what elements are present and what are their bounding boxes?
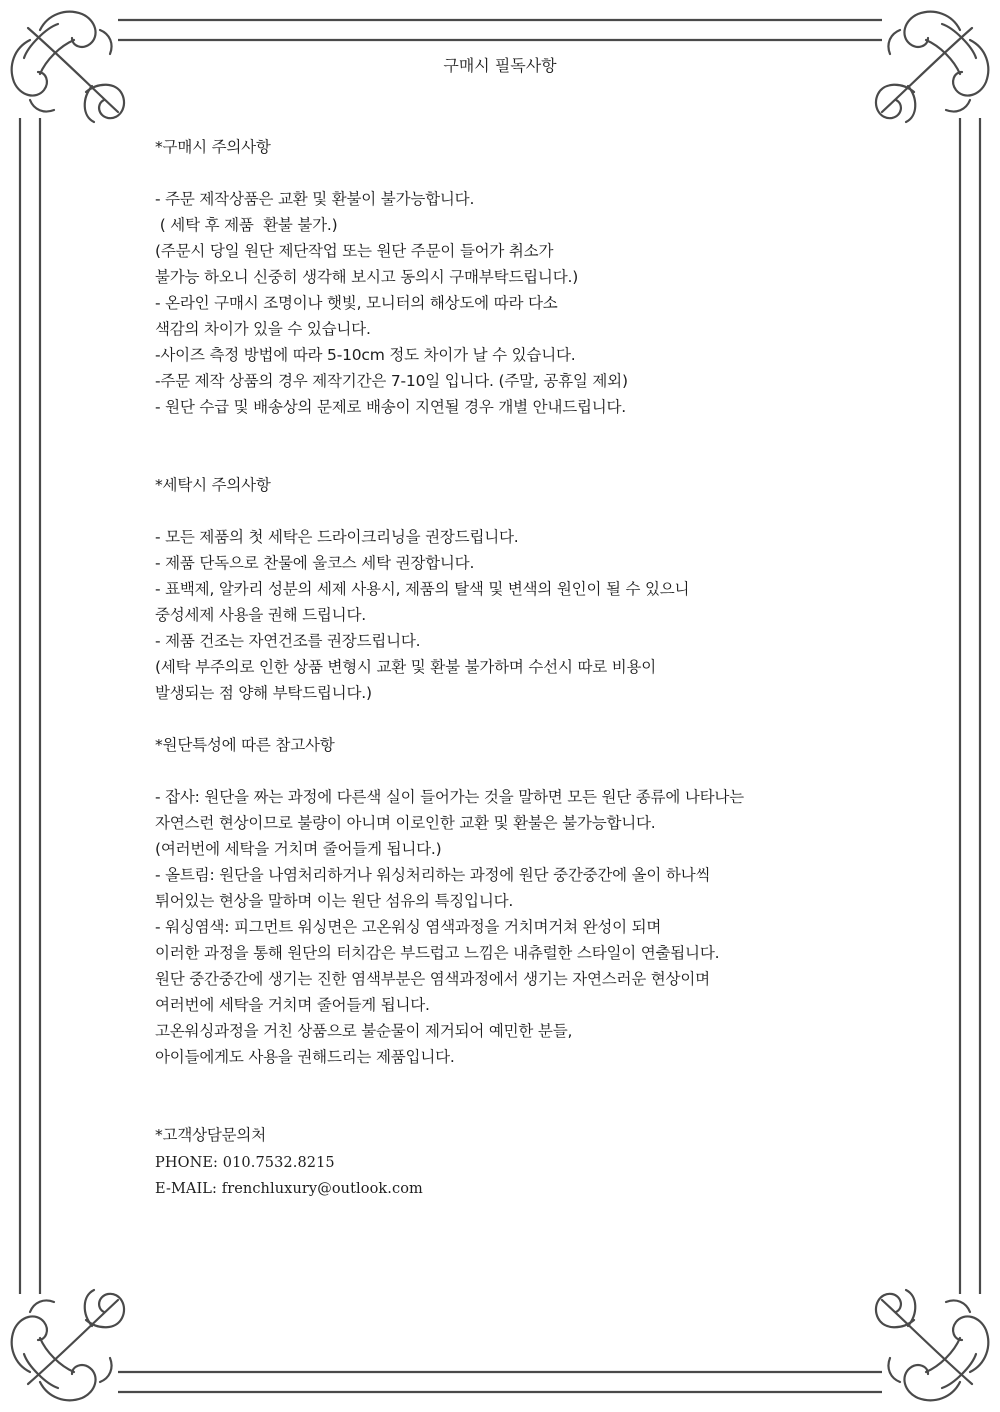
notice-line: 원단 중간중간에 생기는 진한 염색부분은 염색과정에서 생기는 자연스러운 현상이며	[155, 970, 710, 988]
notice-line: - 워싱염색: 피그먼트 워싱면은 고온워싱 염색과정을 거치며거쳐 완성이 되며	[155, 918, 662, 936]
section-washing-notes	[155, 472, 875, 706]
section-lines	[155, 186, 875, 420]
notice-line: ( 세탁 후 제품 환불 불가.)	[155, 216, 338, 234]
page-title: 구매시 필독사항	[443, 56, 557, 75]
contact-email: E-MAIL: frenchluxury@outlook.com	[155, 1181, 423, 1197]
notice-line: - 표백제, 알카리 성분의 세제 사용시, 제품의 탈색 및 변색의 원인이 될 수 있으니	[155, 580, 690, 598]
notice-line: - 올트림: 원단을 나염처리하거나 워싱처리하는 과정에 원단 중간중간에 올이 하나씩	[155, 866, 711, 884]
notice-line: 아이들에게도 사용을 권해드리는 제품입니다.	[155, 1048, 455, 1066]
section-contact	[155, 1122, 875, 1202]
section-heading: *구매시 주의사항	[155, 138, 271, 156]
contact-lines	[155, 1150, 875, 1202]
section-heading: *세탁시 주의사항	[155, 476, 271, 494]
notice-line: 발생되는 점 양해 부탁드립니다.)	[155, 684, 372, 702]
section-lines	[155, 784, 875, 1070]
contact-phone: PHONE: 010.7532.8215	[155, 1155, 335, 1171]
notice-line: (주문시 당일 원단 제단작업 또는 원단 주문이 들어가 취소가	[155, 242, 554, 260]
section-heading: *원단특성에 따른 참고사항	[155, 736, 335, 754]
notice-line: 고온워싱과정을 거친 상품으로 불순물이 제거되어 예민한 분들,	[155, 1022, 573, 1040]
section-lines	[155, 524, 875, 706]
notice-line: (여러번에 세탁을 거치며 줄어들게 됩니다.)	[155, 840, 442, 858]
notice-line: 자연스런 현상이므로 불량이 아니며 이로인한 교환 및 환불은 불가능합니다.	[155, 814, 656, 832]
notice-line: -사이즈 측정 방법에 따라 5-10cm 정도 차이가 날 수 있습니다.	[155, 346, 576, 364]
corner-ornament-bottom-right	[876, 1290, 988, 1400]
notice-line: - 주문 제작상품은 교환 및 환불이 불가능합니다.	[155, 190, 475, 208]
notice-line: - 제품 건조는 자연건조를 권장드립니다.	[155, 632, 421, 650]
notice-line: - 온라인 구매시 조명이나 햇빛, 모니터의 해상도에 따라 다소	[155, 294, 558, 312]
notice-line: - 원단 수급 및 배송상의 문제로 배송이 지연될 경우 개별 안내드립니다.	[155, 398, 627, 416]
notice-line: - 모든 제품의 첫 세탁은 드라이크리닝을 권장드립니다.	[155, 528, 519, 546]
notice-line: 색감의 차이가 있을 수 있습니다.	[155, 320, 371, 338]
notice-line: (세탁 부주의로 인한 상품 변형시 교환 및 환불 불가하며 수선시 따로 비용이	[155, 658, 657, 676]
notice-line: 이러한 과정을 통해 원단의 터치감은 부드럽고 느낌은 내츄럴한 스타일이 연출됩니다.	[155, 944, 720, 962]
contact-heading: *고객상담문의처	[155, 1126, 266, 1144]
notice-line: - 제품 단독으로 찬물에 울코스 세탁 권장합니다.	[155, 554, 475, 572]
notice-line: 여러번에 세탁을 거치며 줄어들게 됩니다.	[155, 996, 430, 1014]
notice-line: 중성세제 사용을 권해 드립니다.	[155, 606, 366, 624]
corner-ornament-bottom-left	[12, 1290, 124, 1400]
notice-line: -주문 제작 상품의 경우 제작기간은 7-10일 입니다. (주말, 공휴일 제외)	[155, 372, 628, 390]
notice-line: - 잡사: 원단을 짜는 과정에 다른색 실이 들어가는 것을 말하면 모든 원단 종류에 나타나는	[155, 788, 744, 806]
notice-content	[155, 134, 875, 1202]
notice-line: 불가능 하오니 신중히 생각해 보시고 동의시 구매부탁드립니다.)	[155, 268, 579, 286]
section-fabric-notes	[155, 732, 875, 1070]
section-purchase-notes	[155, 134, 875, 420]
notice-line: 튀어있는 현상을 말하며 이는 원단 섬유의 특징입니다.	[155, 892, 514, 910]
